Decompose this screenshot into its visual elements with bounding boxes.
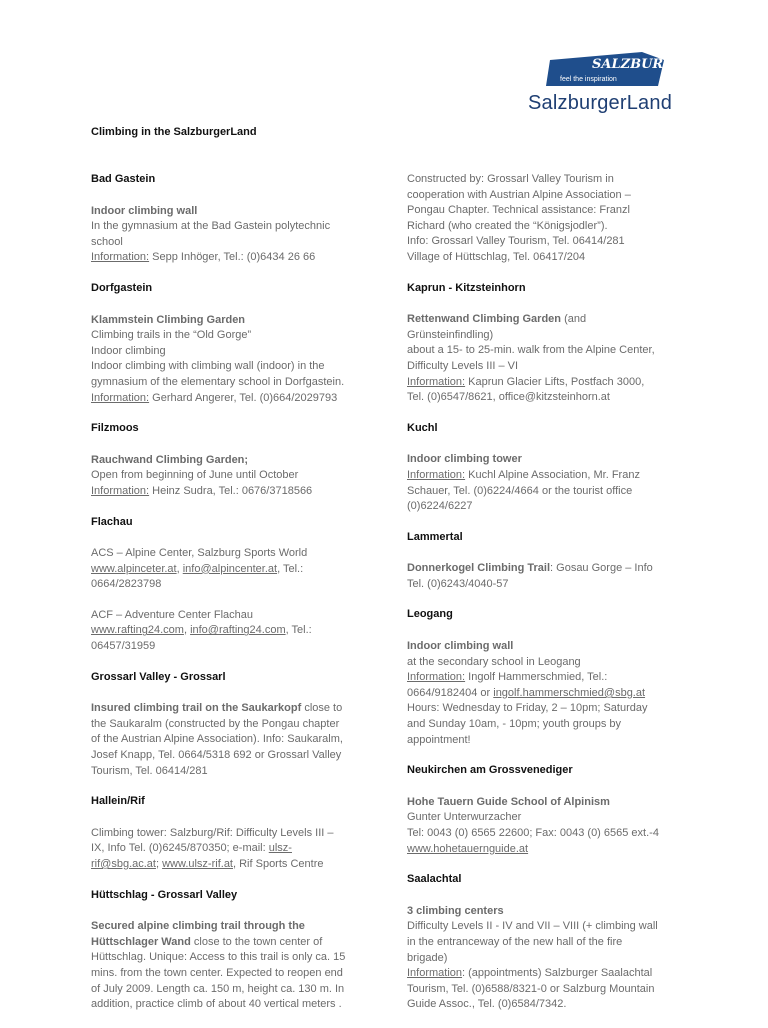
text-line: Info: Grossarl Valley Tourism, Tel. 06414/281 (407, 235, 625, 248)
email-link[interactable]: ingolf.hammerschmied@sbg.at (493, 686, 646, 699)
section-heading: Bad Gastein (91, 173, 156, 185)
text-line: Tourism, Tel. (0)6588/8321-0 or Salzburg Mountain (407, 982, 655, 995)
venue-name: Rauchwand Climbing Garden; (91, 453, 249, 466)
section-heading: Grossarl Valley - Grossarl (91, 670, 226, 683)
text-line: Difficulty Levels II - IV and VII – VIII (+ climbing wall (407, 920, 658, 933)
text-line: 0664/2823798 (91, 578, 162, 591)
text-line: , Tel.: (277, 562, 304, 575)
email-link[interactable]: ulsz- (268, 842, 292, 855)
text-line: In the gymnasium at the Bad Gastein polytechnic (91, 220, 331, 233)
section-hallein-rif (91, 794, 371, 872)
text-line: Climbing trails in the “Old Gorge” (91, 329, 252, 342)
text-line: close to (301, 702, 343, 715)
text-line: Pongau Chapter. Technical assistance: Franzl (407, 204, 630, 217)
info-text: Ingolf Hammerschmied, Tel.: (465, 671, 608, 684)
text-line: , Rif Sports Centre (233, 858, 324, 870)
section-neukirchen (407, 763, 685, 857)
email-link-cont[interactable]: rif@sbg.ac.at (91, 858, 156, 870)
website-link[interactable]: www.hohetauernguide.at (407, 842, 529, 855)
text-line: ACF – Adventure Center Flachau (91, 608, 254, 621)
section-heading: Hüttschlag - Grossarl Valley (91, 888, 238, 901)
section-heading: Filzmoos (91, 422, 139, 435)
text-line: (0)6224/6227 (407, 500, 473, 513)
text-line: in the entranceway of the new hall of the fire (407, 935, 623, 948)
acf-website-link[interactable]: www.rafting24.com (91, 624, 184, 637)
section-huttschlag (91, 888, 371, 1013)
section-heading: Lammertal (407, 530, 463, 543)
text-line: Schauer, Tel. (0)6224/4664 or the tourist office (407, 484, 633, 497)
text-line: at the secondary school in Leogang (407, 655, 581, 668)
info-text: Sepp Inhöger, Tel.: (0)6434 26 66 (149, 251, 316, 264)
text-line: , Tel.: (285, 624, 312, 637)
section-kaprun (407, 281, 685, 406)
right-column (407, 172, 685, 1028)
venue-name: Indoor climbing wall (91, 204, 198, 217)
text-line: Grünsteinfindling) (407, 328, 494, 341)
venue-name: Secured alpine climbing trail through the (91, 920, 305, 933)
section-lammertal (407, 530, 685, 593)
text-line: Hours: Wednesday to Friday, 2 – 10pm; Saturday (407, 702, 648, 715)
text-line: Constructed by: Grossarl Valley Tourism in (407, 173, 614, 185)
text-line: addition, practice climb of about 40 vertical meters . (91, 998, 342, 1011)
text-line: Indoor climbing with climbing wall (indoor) in the (91, 360, 325, 373)
separator: , (183, 624, 191, 637)
text-line: and Sunday 10am, - 10pm; youth groups by (407, 718, 622, 731)
acf-email-link[interactable]: info@rafting24.com (190, 624, 286, 637)
text-line: Tel. (0)6243/4040-57 (407, 577, 509, 590)
text-line: gymnasium of the elementary school in Dorfgastein. (91, 375, 345, 388)
text-line: Josef Knapp, Tel. 0664/5318 692 or Grossarl Valley (91, 749, 342, 762)
section-saalachtal (407, 872, 685, 1013)
info-label: Information: (407, 671, 466, 684)
section-flachau (91, 515, 371, 655)
section-heading: Leogang (407, 608, 453, 621)
text-line: close to the town center of (190, 935, 323, 948)
text-line: Tel: 0043 (0) 6565 22600; Fax: 0043 (0) 6565 ext.-4 (407, 827, 659, 839)
text-line: Open from beginning of June until October (91, 469, 299, 482)
text-line: brigade) (407, 951, 448, 964)
text-line: 06457/31959 (91, 640, 156, 653)
section-dorfgastein (91, 281, 371, 406)
info-label: Information: (91, 484, 150, 497)
venue-name: Klammstein Climbing Garden (91, 313, 246, 326)
info-label: Information: (91, 391, 150, 404)
venue-name: 3 climbing centers (407, 904, 504, 917)
salzburgerland-logo (528, 50, 678, 122)
section-bad-gastein (91, 172, 371, 266)
venue-name: Donnerkogel Climbing Trail (407, 562, 551, 575)
info-text: : (appointments) Salzburger Saalachtal (462, 967, 653, 980)
text-line: school (91, 235, 123, 248)
huttschlag-continued (407, 172, 685, 266)
info-text: Kaprun Glacier Lifts, Postfach 3000, (465, 375, 645, 388)
section-heading: Hallein/Rif (91, 795, 145, 808)
info-label: Information (407, 967, 463, 980)
venue-name: Indoor climbing tower (407, 453, 522, 466)
text-line: Climbing tower: Salzburg/Rif: Difficulty Levels III – (91, 826, 334, 839)
text-line: cooperation with Austrian Alpine Association – (407, 188, 631, 201)
info-label: Information: (407, 375, 466, 388)
info-text: Gerhard Angerer, Tel. (0)664/2029793 (149, 391, 338, 404)
section-heading: Dorfgastein (91, 281, 153, 294)
text-line: ACS – Alpine Center, Salzburg Sports World (91, 547, 308, 560)
salzburg-badge-icon (546, 50, 675, 88)
venue-name-cont: Hüttschlager Wand (91, 935, 191, 948)
brand-name: SalzburgerLand (528, 92, 673, 114)
venue-name: Indoor climbing wall (407, 640, 514, 653)
text-line: (and (561, 313, 587, 326)
section-heading: Neukirchen am Grossvenediger (407, 764, 573, 777)
text-line: Guide Assoc., Tel. (0)6584/7342. (407, 998, 567, 1011)
text-line: Difficulty Levels III – VI (407, 359, 519, 372)
separator: ; (155, 858, 163, 870)
text-line: Gunter Unterwurzacher (407, 811, 522, 824)
acs-website-link[interactable]: www.alpinceter.at (91, 562, 177, 575)
text-line: of July 2009. Length ca. 150 m, height ca. 130 m. In (91, 982, 345, 995)
venue-name: Insured climbing trail on the Saukarkopf (91, 702, 302, 715)
text-line: Village of Hüttschlag, Tel. 06417/204 (407, 250, 586, 263)
text-line: : Gosau Gorge – Info (550, 562, 653, 575)
left-column (91, 172, 371, 1028)
text-line: Tourism, Tel. 06414/281 (91, 764, 208, 777)
text-line: Indoor climbing (91, 344, 166, 357)
badge-tagline: feel the inspiration (560, 76, 617, 83)
text-line: Tel. (0)6547/8621, office@kitzsteinhorn.at (407, 391, 610, 404)
info-label: Information: (91, 251, 150, 264)
section-heading: Saalachtal (407, 873, 462, 886)
section-grossarl (91, 670, 371, 780)
text-line: mins. from the town center. Expected to reopen end (91, 966, 343, 979)
text-line: 0664/9182404 or (407, 686, 494, 699)
text-line: Hüttschlag. Unique: Access to this trail is only ca. 15 (91, 951, 346, 964)
info-label: Information: (407, 468, 466, 481)
separator: , (176, 562, 183, 575)
text-line: IX, Info Tel. (0)6245/870350; e-mail: (91, 842, 269, 855)
document-title: Climbing in the SalzburgerLand (91, 126, 257, 138)
info-text: Heinz Sudra, Tel.: 0676/3718566 (149, 484, 313, 497)
text-line: the Saukaralm (constructed by the Pongau chapter (91, 717, 340, 730)
text-line: of the Austrian Alpine Association). Info: Saukaralm, (91, 733, 343, 746)
section-heading: Kuchl (407, 421, 438, 434)
section-heading: Kaprun - Kitzsteinhorn (407, 281, 526, 294)
website-link[interactable]: www.ulsz-rif.at (162, 858, 233, 870)
info-text: Kuchl Alpine Association, Mr. Franz (465, 468, 640, 481)
text-line: Richard (who created the “Königsjodler”). (407, 219, 608, 232)
text-line: about a 15- to 25-min. walk from the Alpine Center, (407, 344, 655, 357)
venue-name: Rettenwand Climbing Garden (407, 313, 562, 326)
section-leogang (407, 607, 685, 748)
badge-text: SALZBURG (592, 57, 675, 72)
text-line: appointment! (407, 733, 471, 746)
section-kuchl (407, 421, 685, 515)
section-heading: Flachau (91, 515, 133, 528)
section-filzmoos (91, 421, 371, 499)
acs-email-link[interactable]: info@alpincenter.at (182, 562, 278, 575)
venue-name: Hohe Tauern Guide School of Alpinism (407, 795, 610, 808)
